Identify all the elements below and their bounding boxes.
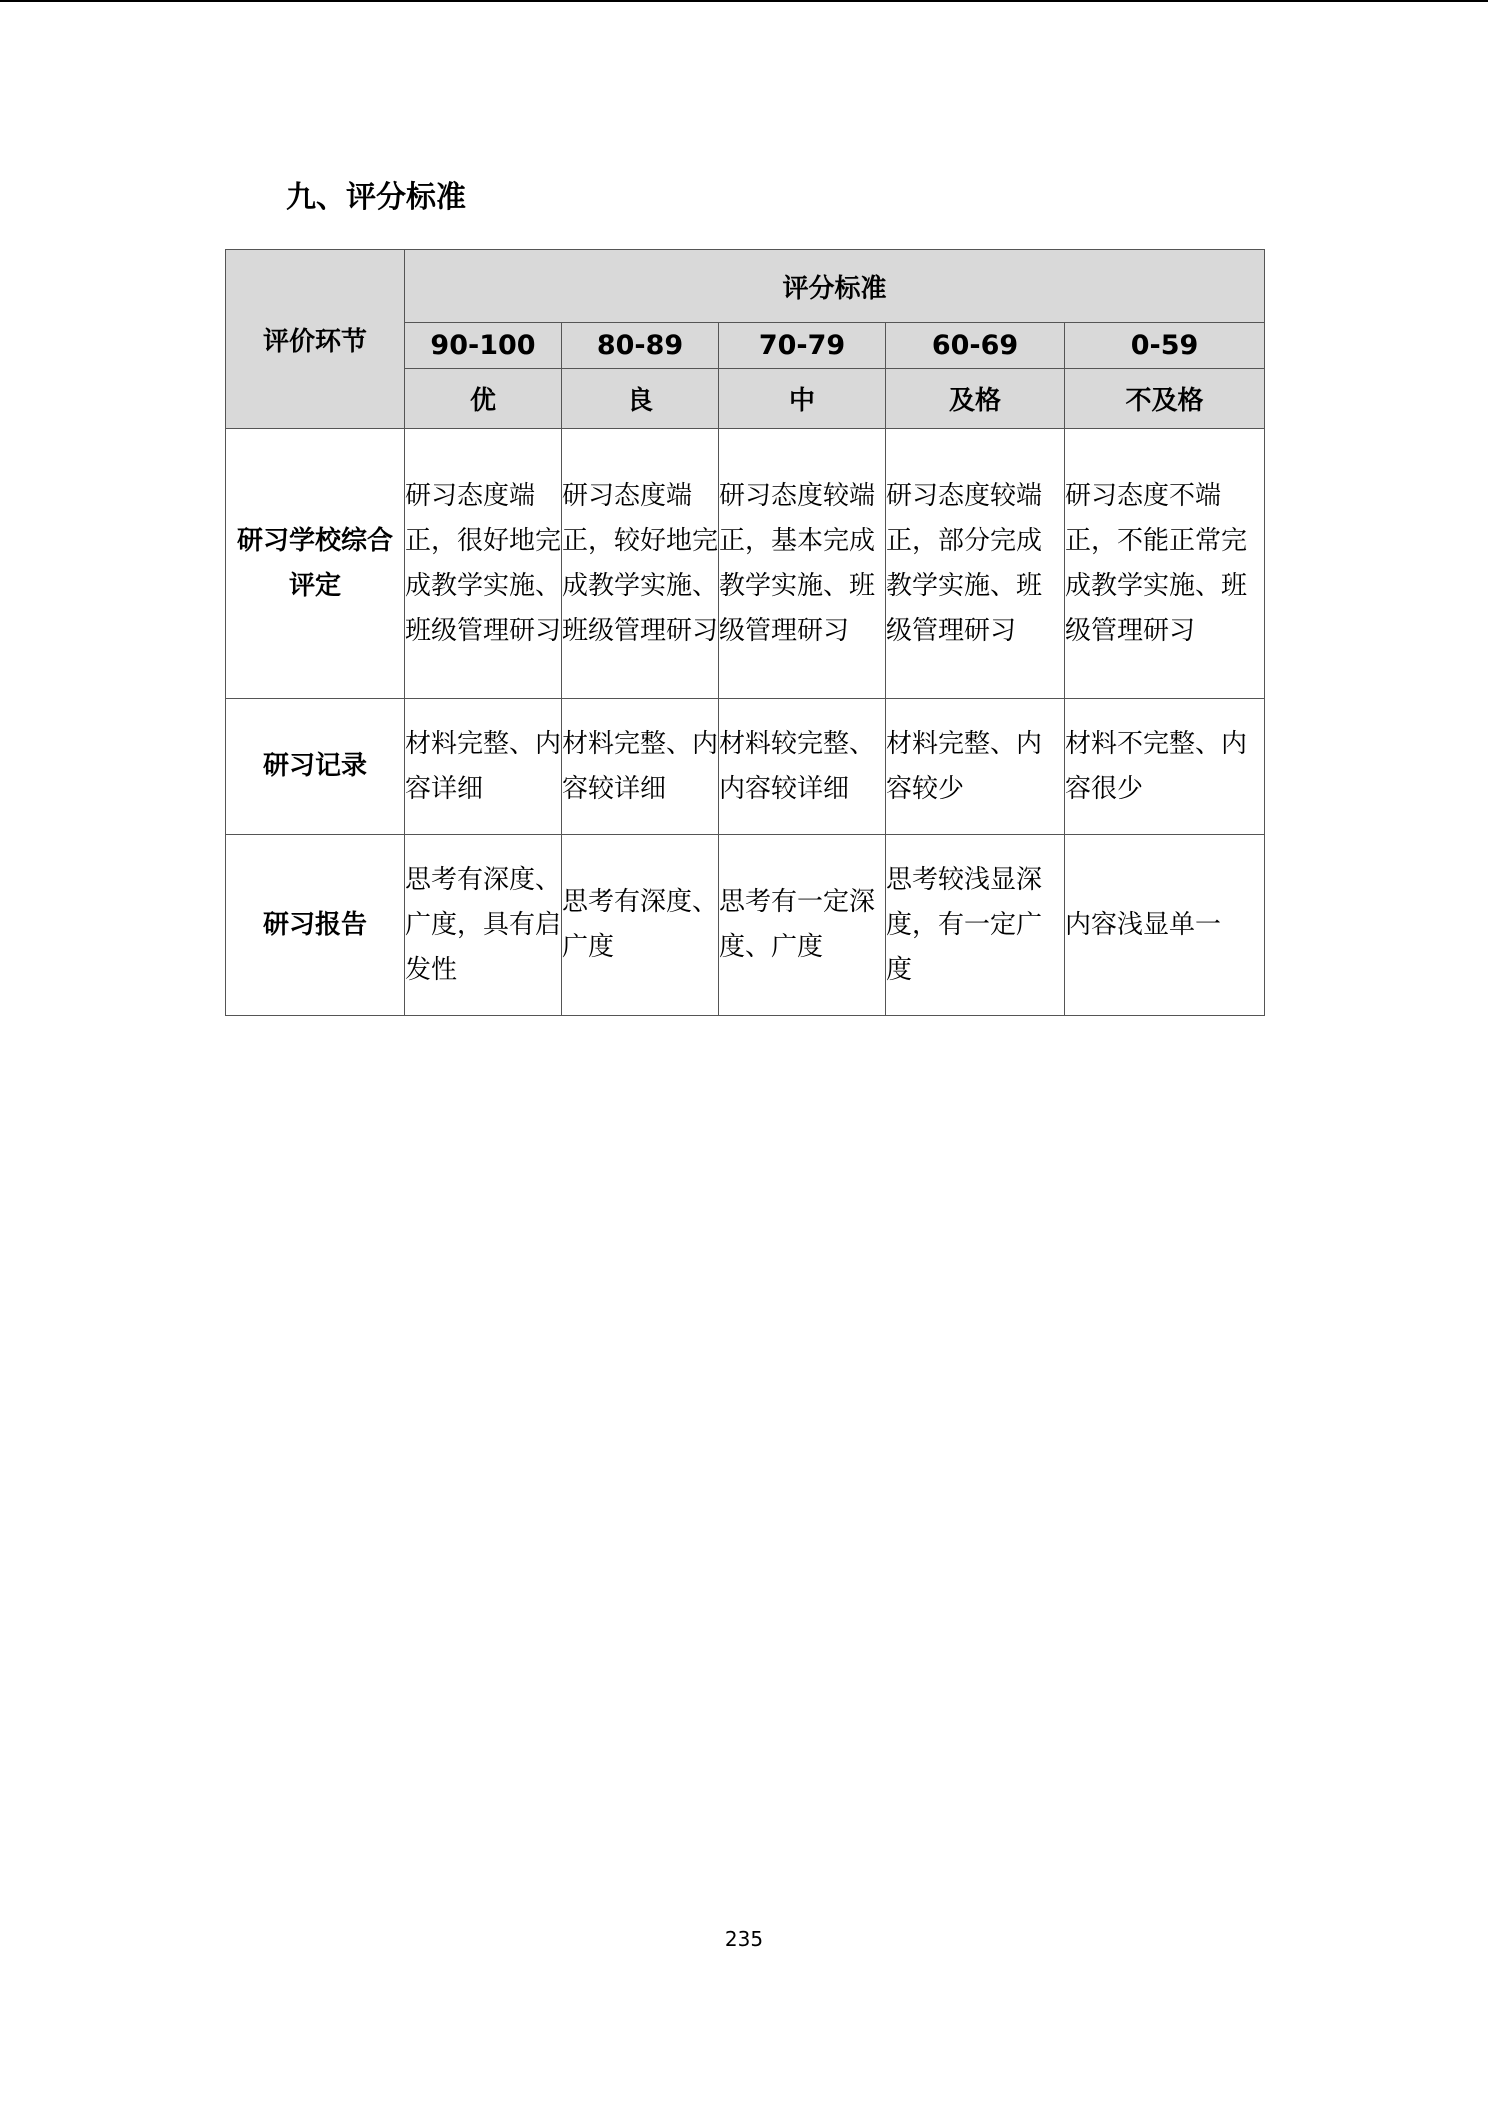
stage-cell: 研习学校综合评定 bbox=[226, 429, 405, 699]
header-grade-level: 中 bbox=[719, 369, 886, 429]
header-score-range: 70-79 bbox=[719, 323, 886, 369]
header-score-range: 60-69 bbox=[886, 323, 1065, 369]
table-row bbox=[226, 835, 1265, 1016]
criteria-cell: 研习态度不端正，不能正常完成教学实施、班级管理研习 bbox=[1065, 429, 1265, 699]
page-number: 235 bbox=[724, 1927, 764, 1951]
criteria-cell: 思考有一定深度、广度 bbox=[719, 835, 886, 1016]
criteria-cell: 思考较浅显深度，有一定广度 bbox=[886, 835, 1065, 1016]
criteria-cell: 材料完整、内容较详细 bbox=[562, 699, 719, 835]
header-grade-level: 及格 bbox=[886, 369, 1065, 429]
header-score-range: 0-59 bbox=[1065, 323, 1265, 369]
header-grading-standard: 评分标准 bbox=[405, 250, 1265, 323]
table-row bbox=[226, 429, 1265, 699]
criteria-cell: 研习态度较端正，部分完成教学实施、班级管理研习 bbox=[886, 429, 1065, 699]
criteria-cell: 思考有深度、广度，具有启发性 bbox=[405, 835, 562, 1016]
table-row bbox=[226, 699, 1265, 835]
criteria-cell: 材料较完整、内容较详细 bbox=[719, 699, 886, 835]
grading-standard-table bbox=[225, 249, 1265, 1016]
criteria-cell: 思考有深度、广度 bbox=[562, 835, 719, 1016]
header-grade-level: 优 bbox=[405, 369, 562, 429]
stage-cell: 研习记录 bbox=[226, 699, 405, 835]
section-title: 九、评分标准 bbox=[286, 180, 466, 215]
criteria-cell: 研习态度端正，较好地完成教学实施、班级管理研习 bbox=[562, 429, 719, 699]
header-evaluation-stage: 评价环节 bbox=[226, 250, 405, 429]
criteria-cell: 内容浅显单一 bbox=[1065, 835, 1265, 1016]
page-top-border bbox=[0, 0, 1488, 2]
criteria-cell: 材料完整、内容详细 bbox=[405, 699, 562, 835]
header-score-range: 80-89 bbox=[562, 323, 719, 369]
criteria-cell: 研习态度较端正，基本完成教学实施、班级管理研习 bbox=[719, 429, 886, 699]
header-grade-level: 良 bbox=[562, 369, 719, 429]
stage-cell: 研习报告 bbox=[226, 835, 405, 1016]
header-grade-level: 不及格 bbox=[1065, 369, 1265, 429]
criteria-cell: 研习态度端正，很好地完成教学实施、班级管理研习 bbox=[405, 429, 562, 699]
header-score-range: 90-100 bbox=[405, 323, 562, 369]
criteria-cell: 材料完整、内容较少 bbox=[886, 699, 1065, 835]
criteria-cell: 材料不完整、内容很少 bbox=[1065, 699, 1265, 835]
